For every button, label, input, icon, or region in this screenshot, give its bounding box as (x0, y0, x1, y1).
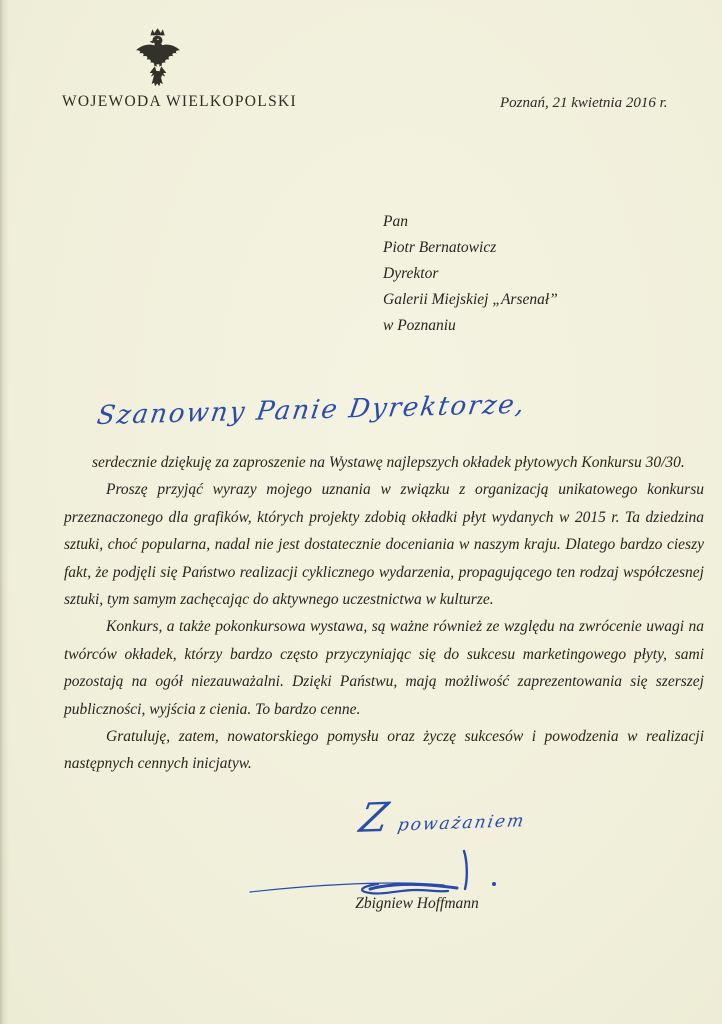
recipient-line: w Poznaniu (383, 317, 456, 334)
handwritten-salutation: Szanowny Panie Dyrektorze, (95, 389, 529, 431)
handwritten-signature (246, 842, 518, 902)
signatory-name: Zbigniew Hoffmann (355, 895, 479, 912)
letter-body (64, 449, 704, 778)
recipient-line: Piotr Bernatowicz (383, 239, 497, 256)
polish-eagle-emblem-icon (134, 27, 182, 91)
place-and-date: Poznań, 21 kwietnia 2016 r. (500, 95, 668, 111)
body-paragraph: serdecznie dziękuję za zaproszenie na Wystawę najlepszych okładek płytowych Konkursu 30/30. (92, 454, 685, 471)
body-paragraph: Proszę przyjąć wyrazy mojego uznania w związku z organizacją unikatowego konkursu przeznaczonego dla grafików, których projekty zdobią okładki płyt wydanych w 2015 r. Ta dziedzina sztuki, choć popularna, nadal nie jest dostatecznie doceniania w naszym kraju. Dlatego bardzo cieszy fakt, że podjęli się Państwo realizacji cyklicznego wydarzenia, propagującego ten rodzaj współczesnej sztuki, tym samym zachęcając do aktywnego uczestnictwa w kulturze. (64, 481, 704, 609)
letterhead-office-title: WOJEWODA WIELKOPOLSKI (62, 93, 297, 110)
recipient-block (383, 209, 558, 339)
handwritten-closing: Z poważaniem (356, 794, 528, 842)
recipient-line: Dyrektor (383, 265, 439, 282)
recipient-line: Galerii Miejskiej „Arsenał” (383, 291, 558, 308)
body-paragraph: Konkurs, a także pokonkursowa wystawa, są ważne również ze względu na zwrócenie uwagi na twórców okładek, którzy bardzo często przyczyniając się do sukcesu marketingowego płyty, sami pozostają na ogół niezauważalni. Dzięki Państwu, mają możliwość zaprezentowania się szerszej publiczności, wyjścia z cienia. To bardzo cenne. (64, 618, 704, 718)
body-paragraph: Gratuluję, zatem, nowatorskiego pomysłu oraz życzę sukcesów i powodzenia w realizacji następnych cennych inicjatyw. (64, 728, 704, 773)
recipient-line: Pan (383, 213, 408, 230)
